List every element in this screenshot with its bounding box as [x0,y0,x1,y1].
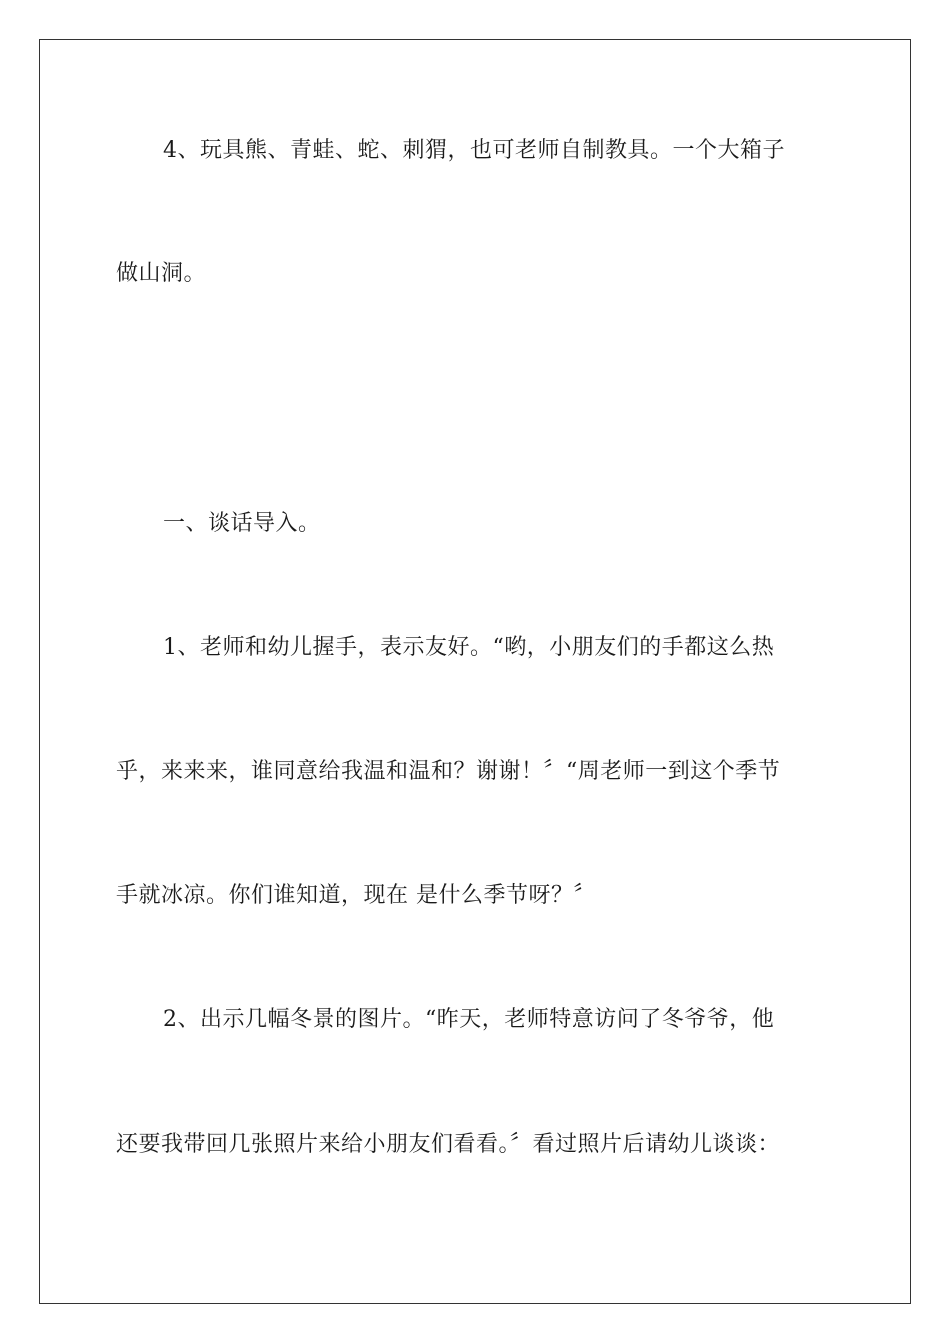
section-heading: 一、谈话导入。 [163,511,321,536]
paragraph-line-3: 1、老师和幼儿握手，表示友好。“哟，小朋友们的手都这么热 [163,635,775,660]
paragraph-line-7: 还要我带回几张照片来给小朋友们看看。〞看过照片后请幼儿谈谈： [116,1132,781,1157]
paragraph-line-4: 乎，来来来，谁同意给我温和温和？谢谢！〞“周老师一到这个季节 [116,759,781,784]
paragraph-line-2: 做山洞。 [116,261,207,286]
paragraph-line-1: 4、玩具熊、青蛙、蛇、刺猬，也可老师自制教具。一个大箱子 [163,138,785,163]
page-border [39,39,911,1304]
paragraph-line-5: 手就冰凉。你们谁知道，现在 是什么季节呀？〞 [116,883,596,908]
paragraph-line-6: 2、出示几幅冬景的图片。“昨天，老师特意访问了冬爷爷，他 [163,1007,775,1032]
